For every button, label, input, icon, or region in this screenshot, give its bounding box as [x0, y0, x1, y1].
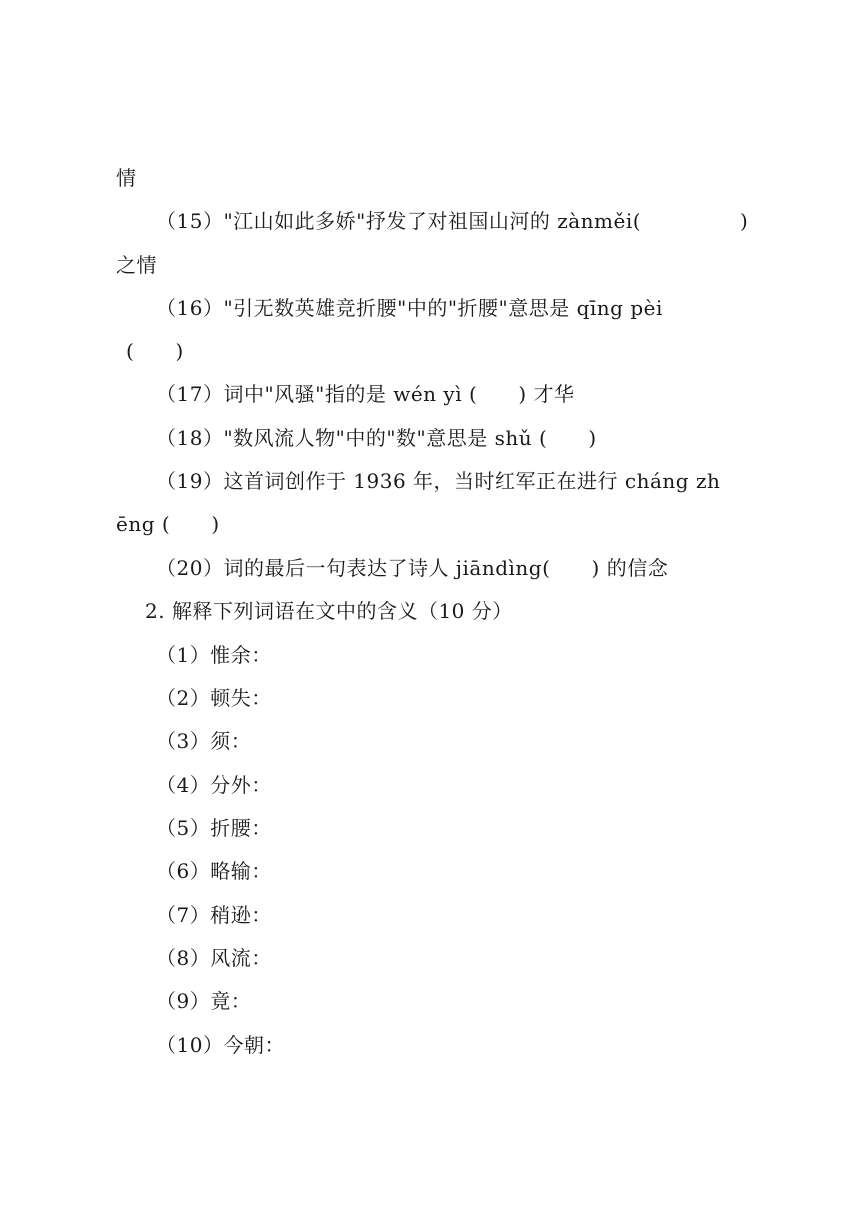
question-20: （20）词的最后一句表达了诗人 jiāndìng( ) 的信念 [156, 556, 669, 580]
question-19-tail: ēng ( ) [116, 512, 220, 536]
line-fragment-qing: 情 [116, 166, 137, 190]
term-item-3: （3）须： [156, 729, 252, 753]
term-item-4: （4）分外： [156, 773, 272, 797]
section-2-heading: 2. 解释下列词语在文中的含义（10 分） [145, 599, 513, 623]
question-15-close: ) [740, 209, 749, 233]
question-16-tail: ( ) [126, 339, 184, 363]
term-item-6: （6）略输： [156, 859, 272, 883]
question-15: （15）"江山如此多娇"抒发了对祖国山河的 zànměi( [156, 209, 642, 233]
term-item-8: （8）风流： [156, 946, 272, 970]
term-item-2: （2）顿失： [156, 686, 272, 710]
question-18: （18）"数风流人物"中的"数"意思是 shǔ ( ) [156, 426, 597, 450]
question-15-tail: 之情 [116, 253, 157, 277]
term-item-1: （1）惟余： [156, 643, 272, 667]
term-item-5: （5）折腰： [156, 816, 272, 840]
question-16: （16）"引无数英雄竞折腰"中的"折腰"意思是 qīng pèi [156, 296, 663, 320]
term-item-9: （9）竟： [156, 989, 252, 1013]
question-19: （19）这首词创作于 1936 年，当时红军正在进行 cháng zh [156, 469, 721, 493]
term-item-7: （7）稍逊： [156, 903, 272, 927]
term-item-10: （10）今朝： [156, 1033, 285, 1057]
question-17: （17）词中"风骚"指的是 wén yì ( ) 才华 [156, 382, 575, 406]
